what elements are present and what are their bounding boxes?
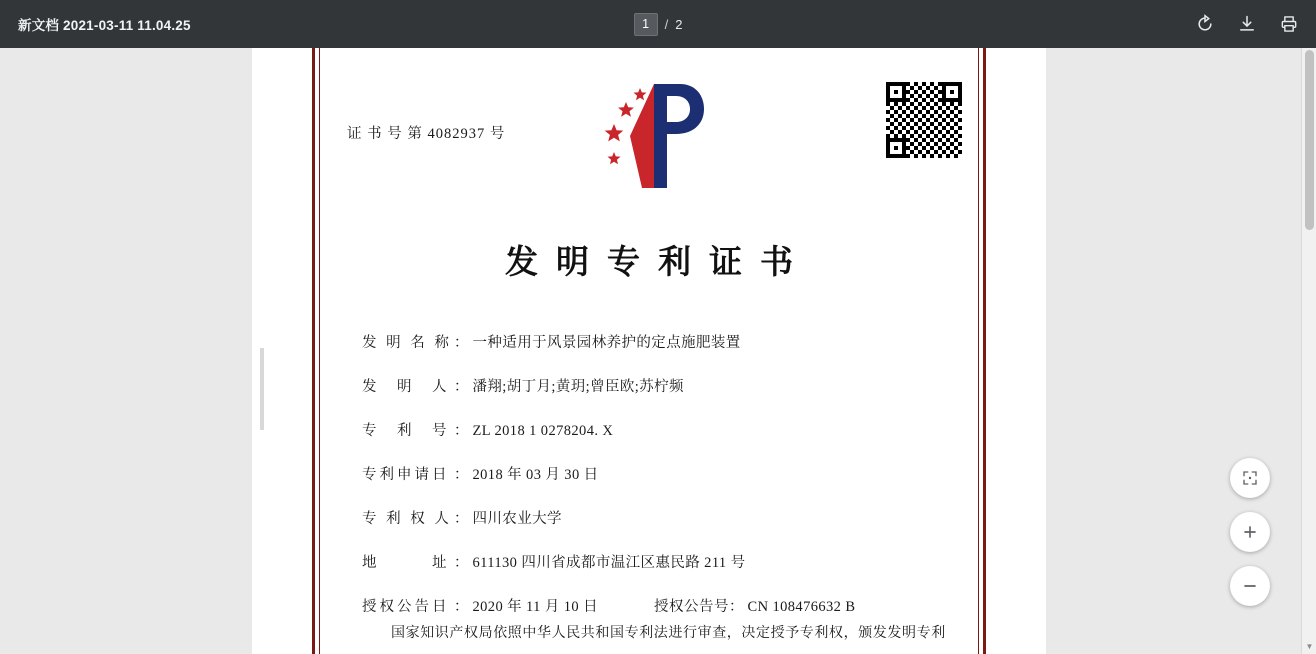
print-button[interactable] (1272, 7, 1306, 41)
grant-date-value: 2020 年 11 月 10 日 (472, 599, 598, 615)
page-indicator (598, 13, 718, 36)
document-viewport[interactable] (0, 48, 1316, 654)
page-edge-highlight (260, 348, 264, 430)
qr-eye-top-right (942, 82, 962, 102)
field-row (362, 419, 962, 440)
grant-number-value: CN 108476632 B (747, 599, 856, 615)
zoom-out-button[interactable] (1230, 566, 1270, 606)
qr-eye-top-left (886, 82, 906, 102)
field-label: 专利申请日 (362, 467, 450, 483)
qr-code (886, 82, 962, 158)
zoom-controls (1230, 458, 1270, 606)
field-label: 专 利 权 人 (362, 511, 452, 527)
scroll-down-arrow[interactable]: ▼ (1305, 642, 1314, 651)
scrollbar-thumb[interactable] (1305, 50, 1314, 230)
field-label: 发 明 名 称 (362, 335, 452, 351)
field-row (362, 331, 962, 352)
grant-number-colon: ： (729, 599, 744, 615)
field-label: 地 址 (362, 555, 450, 571)
grant-date-label: 授权公告日 (362, 599, 450, 615)
field-value: 四川农业大学 (472, 511, 562, 527)
qr-eye-bottom-left (886, 138, 906, 158)
vertical-scrollbar[interactable] (1301, 48, 1316, 654)
field-label: 专 利 号 (362, 423, 450, 439)
field-label: 发 明 人 (362, 379, 450, 395)
certificate-body-paragraph: 国家知识产权局依照中华人民共和国专利法进行审查，决定授予专利权，颁发发明专利 (391, 626, 946, 641)
download-button[interactable] (1230, 7, 1264, 41)
viewer-toolbar (0, 0, 1316, 48)
left-gutter (0, 48, 252, 654)
plus-icon (1240, 522, 1260, 542)
document-title: 新文档 2021-03-11 11.04.25 (18, 18, 191, 33)
pdf-page-1 (252, 48, 1046, 654)
certificate-number: 证 书 号 第 4082937 号 (347, 126, 506, 142)
fit-to-page-button[interactable] (1230, 458, 1270, 498)
zoom-in-button[interactable] (1230, 512, 1270, 552)
field-value: 潘翔;胡丁月;黄玥;曾臣欧;苏柠频 (472, 379, 684, 395)
grant-number-label: 授权公告号 (654, 599, 729, 615)
page-separator: / (664, 16, 669, 32)
field-value: 611130 四川省成都市温江区惠民路 211 号 (472, 555, 746, 571)
page-number-input[interactable]: 1 (634, 13, 658, 36)
certificate-title: 发明专利证书 (505, 245, 811, 281)
field-value: 2018 年 03 月 30 日 (472, 467, 599, 483)
field-colon: ： (454, 555, 469, 571)
page-total: 2 (675, 16, 683, 32)
right-gutter (1046, 48, 1316, 654)
print-icon (1279, 14, 1299, 34)
field-colon: ： (454, 467, 469, 483)
download-icon (1237, 14, 1257, 34)
patent-emblem-icon (592, 76, 722, 196)
field-colon: ： (454, 423, 469, 439)
grant-date-colon: ： (454, 599, 469, 615)
field-colon: ： (454, 335, 469, 351)
minus-icon (1240, 576, 1260, 596)
rotate-button[interactable] (1188, 7, 1222, 41)
field-colon: ： (454, 511, 469, 527)
field-row (362, 551, 962, 572)
grant-announcement-row (362, 595, 962, 616)
field-row (362, 463, 962, 484)
field-value: ZL 2018 1 0278204. X (472, 423, 614, 439)
field-row (362, 375, 962, 396)
field-value: 一种适用于风景园林养护的定点施肥装置 (472, 335, 741, 351)
certificate-fields (362, 331, 962, 639)
fit-to-page-icon (1241, 469, 1259, 487)
toolbar-actions (1188, 7, 1306, 41)
field-colon: ： (454, 379, 469, 395)
field-row (362, 507, 962, 528)
rotate-icon (1195, 14, 1215, 34)
